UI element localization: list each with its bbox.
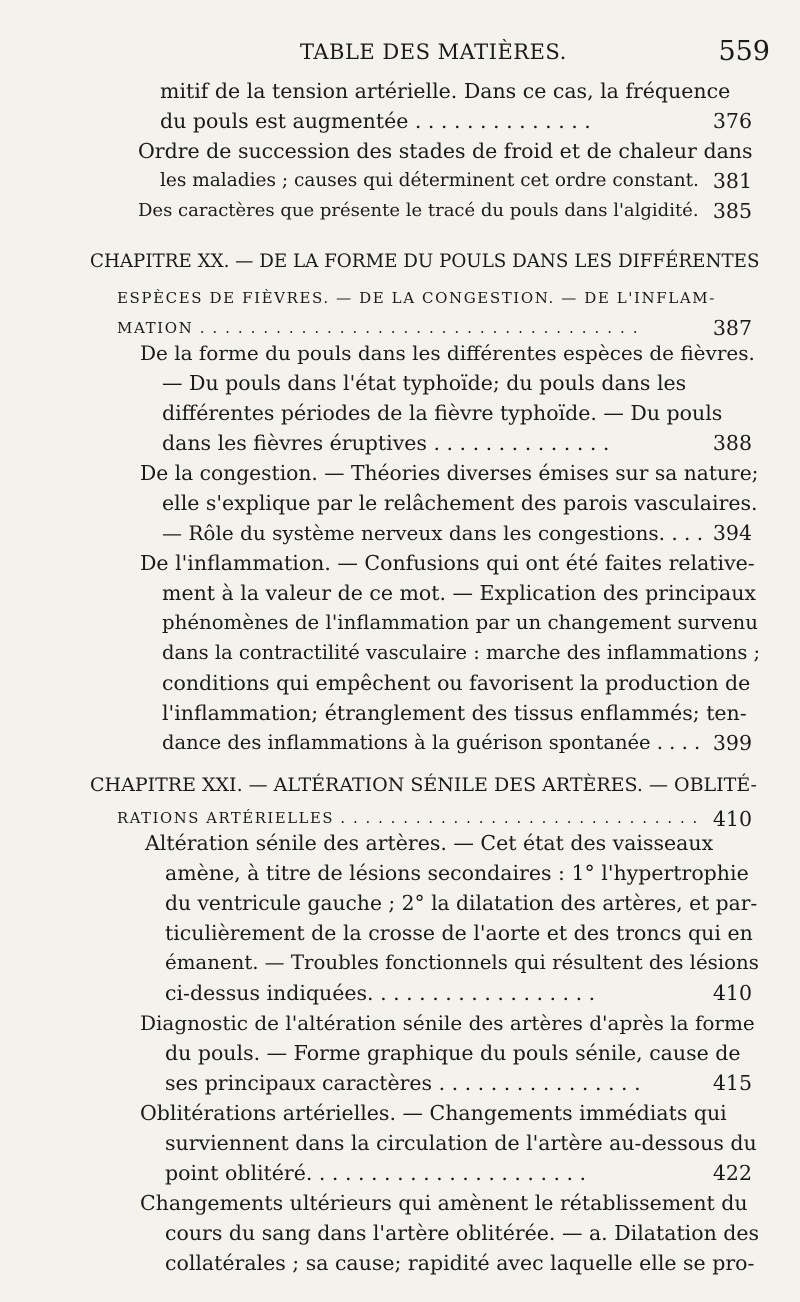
toc-line	[0, 136, 800, 166]
toc-page-ref: 422	[712, 1161, 752, 1185]
chapter-heading-text: CHAPITRE XXI. — ALTÉRATION SÉNILE DES ARTÈRES. — OBLITÉ-	[90, 774, 757, 796]
toc-line-text: collatérales ; sa cause; rapidité avec laquelle elle se pro-	[165, 1251, 755, 1275]
toc-page-ref: 381	[712, 169, 752, 193]
toc-line-text: du pouls. — Forme graphique du pouls sénile, cause de	[165, 1041, 741, 1065]
toc-line-text: conditions qui empêchent ou favorisent la production de	[162, 671, 751, 695]
toc-line	[0, 518, 800, 548]
toc-line	[0, 368, 800, 398]
page-number: 559	[718, 36, 770, 67]
toc-line-text: — Rôle du système nerveux dans les congestions. . . .	[162, 521, 704, 545]
toc-line-text: Oblitérations artérielles. — Changements immédiats qui	[140, 1101, 727, 1125]
toc-line	[0, 1158, 800, 1188]
toc-line-text: Changements ultérieurs qui amènent le rétablissement du	[140, 1191, 748, 1215]
toc-line	[0, 548, 800, 578]
toc-line-text: Des caractères que présente le tracé du pouls dans l'algidité.	[138, 200, 699, 221]
toc-line-text: De l'inflammation. — Confusions qui ont été faites relative-	[140, 551, 755, 575]
toc-line-text: amène, à titre de lésions secondaires : 1° l'hypertrophie	[165, 861, 749, 885]
toc-line-text: RATIONS ARTÉRIELLES . . . . . . . . . . . . . . . . . . . . . . . . . . . . .	[117, 810, 699, 827]
toc-page-ref: 376	[712, 109, 752, 133]
toc-line	[0, 1068, 800, 1098]
toc-line-text: émanent. — Troubles fonctionnels qui résultent des lésions	[165, 951, 759, 974]
toc-line	[0, 948, 800, 978]
toc-line	[0, 76, 800, 106]
toc-line	[0, 283, 800, 313]
toc-line	[0, 578, 800, 608]
toc-line	[0, 668, 800, 698]
toc-line	[0, 918, 800, 948]
toc-line	[0, 858, 800, 888]
toc-line-text: phénomènes de l'inflammation par un changement survenu	[162, 611, 759, 634]
toc-line	[0, 1038, 800, 1068]
toc-line-text: mitif de la tension artérielle. Dans ce cas, la fréquence	[160, 79, 731, 103]
chapter-heading-text: CHAPITRE XX. — DE LA FORME DU POULS DANS LES DIFFÉRENTES	[90, 251, 760, 272]
toc-line	[0, 166, 800, 196]
toc-line-text: surviennent dans la circulation de l'artère au-dessous du	[165, 1131, 757, 1155]
toc-line-text: De la forme du pouls dans les différentes espèces de fièvres.	[140, 341, 755, 365]
toc-line	[0, 1098, 800, 1128]
toc-page-ref: 388	[712, 431, 752, 455]
toc-page-ref: 410	[712, 981, 752, 1005]
toc-line	[0, 888, 800, 918]
toc-line	[0, 638, 800, 668]
toc-line	[0, 1128, 800, 1158]
chapter-heading	[0, 247, 800, 277]
chapter-heading	[0, 770, 800, 800]
toc-line	[0, 828, 800, 858]
toc-line	[0, 1188, 800, 1218]
toc-line	[0, 106, 800, 136]
toc-line	[0, 338, 800, 368]
toc-line-text: ESPÈCES DE FIÈVRES. — DE LA CONGESTION. — DE L'INFLAM-	[117, 289, 716, 307]
toc-line-text: dans la contractilité vasculaire : marche des inflammations ;	[162, 641, 761, 664]
toc-line	[0, 488, 800, 518]
toc-page-ref: 415	[712, 1071, 752, 1095]
toc-line-text: dance des inflammations à la guérison spontanée . . . .	[162, 731, 701, 754]
toc-line	[0, 1248, 800, 1278]
toc-line-text: cours du sang dans l'artère oblitérée. — a. Dilatation des	[165, 1221, 760, 1245]
toc-line	[0, 458, 800, 488]
toc-line-text: dans les fièvres éruptives . . . . . . . . . . . . . .	[162, 431, 610, 455]
toc-line	[0, 428, 800, 458]
running-title: TABLE DES MATIÈRES.	[300, 40, 567, 64]
toc-line-text: du pouls est augmentée . . . . . . . . . . . . . .	[160, 109, 591, 133]
page-header	[300, 36, 770, 70]
toc-page-ref: 394	[712, 521, 752, 545]
toc-line-text: De la congestion. — Théories diverses émises sur sa nature;	[140, 461, 759, 485]
toc-line-text: Altération sénile des artères. — Cet état des vaisseaux	[145, 831, 714, 855]
toc-line-text: ci-dessus indiquées. . . . . . . . . . . . . . . . . .	[165, 981, 596, 1005]
toc-line	[0, 398, 800, 428]
toc-line-text: point oblitéré. . . . . . . . . . . . . . . . . . . . . .	[165, 1161, 587, 1185]
toc-line	[0, 698, 800, 728]
toc-page-ref: 385	[712, 199, 752, 223]
toc-line-text: Diagnostic de l'altération sénile des artères d'après la forme	[140, 1011, 755, 1035]
toc-line-text: l'inflammation; étranglement des tissus enflammés; ten-	[162, 701, 747, 725]
toc-line-text: — Du pouls dans l'état typhoïde; du pouls dans les	[162, 371, 687, 395]
toc-line-text: les maladies ; causes qui déterminent cet ordre constant.	[160, 170, 699, 191]
toc-line-text: ses principaux caractères . . . . . . . . . . . . . . . .	[165, 1071, 641, 1095]
toc-line-text: différentes périodes de la fièvre typhoïde. — Du pouls	[162, 401, 723, 425]
toc-page-ref: 410	[712, 807, 752, 831]
toc-line-text: du ventricule gauche ; 2° la dilatation des artères, et par-	[165, 891, 758, 915]
toc-line	[0, 1218, 800, 1248]
toc-page-ref: 399	[712, 731, 752, 755]
toc-page-ref: 387	[712, 316, 752, 340]
toc-line-text: Ordre de succession des stades de froid et de chaleur dans	[138, 139, 753, 163]
toc-line-text: ment à la valeur de ce mot. — Explication des principaux	[162, 581, 756, 605]
toc-line-text: elle s'explique par le relâchement des parois vasculaires.	[162, 491, 758, 515]
toc-line-text: ticulièrement de la crosse de l'aorte et des troncs qui en	[165, 921, 753, 945]
toc-line-text: MATION . . . . . . . . . . . . . . . . . . . . . . . . . . . . . . . . . . .	[117, 319, 640, 337]
toc-line	[0, 978, 800, 1008]
toc-line	[0, 608, 800, 638]
toc-line	[0, 728, 800, 758]
toc-line	[0, 196, 800, 226]
toc-line	[0, 1008, 800, 1038]
